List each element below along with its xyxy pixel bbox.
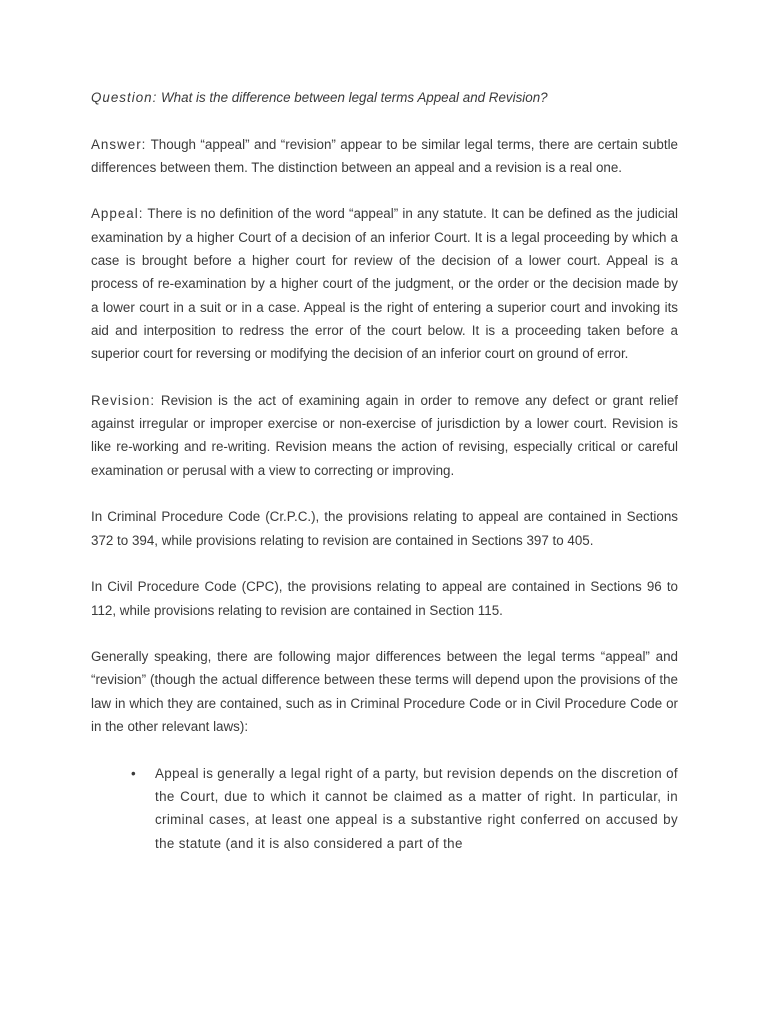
general-paragraph: Generally speaking, there are following major differences between the legal terms “appeal” and “revision” (though the actual difference between these terms will depend upon the provisions of the law in which they are contained, such as in Criminal Procedure Code or in Civil Procedure Code or in the other relevant laws): <box>91 649 678 735</box>
question-text: What is the difference between legal terms Appeal and Revision? <box>157 90 548 105</box>
question-paragraph <box>91 86 678 109</box>
crpc-paragraph: In Criminal Procedure Code (Cr.P.C.), the provisions relating to appeal are contained in Sections 372 to 394, while provisions relating to revision are contained in Sections 397 to 405. <box>91 509 678 548</box>
document-page <box>91 86 678 855</box>
revision-paragraph <box>91 389 678 482</box>
appeal-paragraph <box>91 202 678 365</box>
answer-paragraph <box>91 133 678 180</box>
revision-text: Revision is the act of examining again in order to remove any defect or grant relief against irregular or improper exercise or non-exercise of jurisdiction by a lower court. Revision is like re-working and re-writing. Revision means the action of revising, especially critical or careful examination or perusal with a view to correcting or improving. <box>91 392 678 478</box>
answer-text: Though “appeal” and “revision” appear to be similar legal terms, there are certain subtle differences between them. The distinction between an appeal and a revision is a real one. <box>91 136 678 175</box>
cpc-paragraph: In Civil Procedure Code (CPC), the provisions relating to appeal are contained in Sections 96 to 112, while provisions relating to revision are contained in Section 115. <box>91 579 678 618</box>
appeal-text: There is no definition of the word “appeal” in any statute. It can be defined as the judicial examination by a higher Court of a decision of an inferior Court. It is a legal proceeding by which a case is brought before a higher court for review of the decision of a lower court. Appeal is a process of re-examination by a higher court of the judgment, or the order or the decision made by a lower court in a suit or in a case. Appeal is the right of entering a superior court and invoking its aid and interposition to redress the error of the court below. It is a proceeding taken before a superior court for reversing or modifying the decision of an inferior court on ground of error. <box>91 206 678 362</box>
question-label: Question: <box>91 90 158 105</box>
appeal-label: Appeal: <box>91 206 144 222</box>
differences-list <box>91 762 678 855</box>
answer-label: Answer: <box>91 136 147 152</box>
list-item-text: Appeal is generally a legal right of a party, but revision depends on the discretion of the Court, due to which it cannot be claimed as a matter of right. In particular, in criminal cases, at least one appeal is a substantive right conferred on accused by the statute (and it is also considered a part of the <box>155 765 678 851</box>
bullet-icon: • <box>131 765 137 781</box>
revision-label: Revision: <box>91 392 156 408</box>
list-item <box>91 762 678 855</box>
